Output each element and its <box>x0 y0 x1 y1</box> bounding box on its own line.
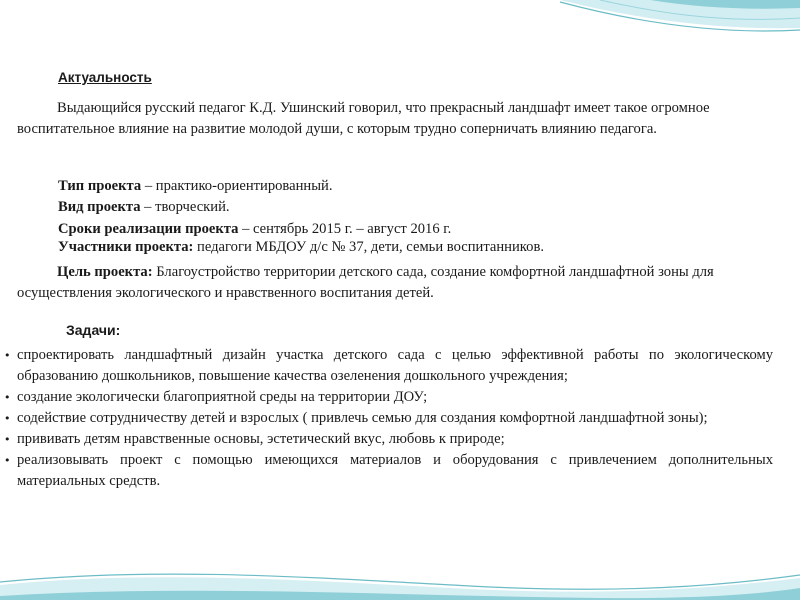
tasks-heading: Задачи: <box>66 322 121 338</box>
project-goal-value: Благоустройство территории детского сада, создание комфортной ландшафтной зоны для осуществления экологического и нравственного воспитания детей. <box>17 264 714 301</box>
project-type-value: – практико-ориентированный. <box>141 178 333 194</box>
project-participants-value: педагоги МБДОУ д/с № 37, дети, семьи воспитанников. <box>193 239 544 255</box>
project-type-line <box>58 176 333 196</box>
project-kind-label: Вид проекта <box>58 199 141 215</box>
project-kind-line <box>58 197 230 217</box>
project-goal-label: Цель проекта: <box>57 264 153 280</box>
task-item: • спроектировать ландшафтный дизайн участка детского сада с целью эффективной работы по экологическому образованию дошкольников, повышение качества озеленения дошкольного учреждения; <box>0 345 773 387</box>
project-participants-line <box>58 237 544 257</box>
intro-paragraph: Выдающийся русский педагог К.Д. Ушинский говорил, что прекрасный ландшафт имеет такое огромное воспитательное влияние на развитие молодой души, с которым трудно соперничать влиянию педагога. <box>17 100 710 137</box>
task-item: • содействие сотрудничеству детей и взрослых ( привлечь семью для создания комфортной ландшафтной зоны); <box>0 408 773 429</box>
project-type-label: Тип проекта <box>58 178 142 194</box>
project-dates-label: Сроки реализации проекта <box>58 221 239 237</box>
project-dates-value: – сентябрь 2015 г. – август 2016 г. <box>238 221 452 237</box>
project-kind-value: – творческий. <box>140 199 230 215</box>
section-heading: Актуальность <box>58 70 152 85</box>
project-dates-line <box>58 219 451 239</box>
project-participants-label: Участники проекта: <box>58 239 194 255</box>
tasks-list <box>0 345 773 492</box>
task-item: • прививать детям нравственные основы, эстетический вкус, любовь к природе; <box>0 429 773 450</box>
task-item: • реализовывать проект с помощью имеющихся материалов и оборудования с привлечением дополнительных материальных средств. <box>0 450 773 492</box>
task-item: • создание экологически благоприятной среды на территории ДОУ; <box>0 387 773 408</box>
project-goal-paragraph <box>17 262 757 304</box>
